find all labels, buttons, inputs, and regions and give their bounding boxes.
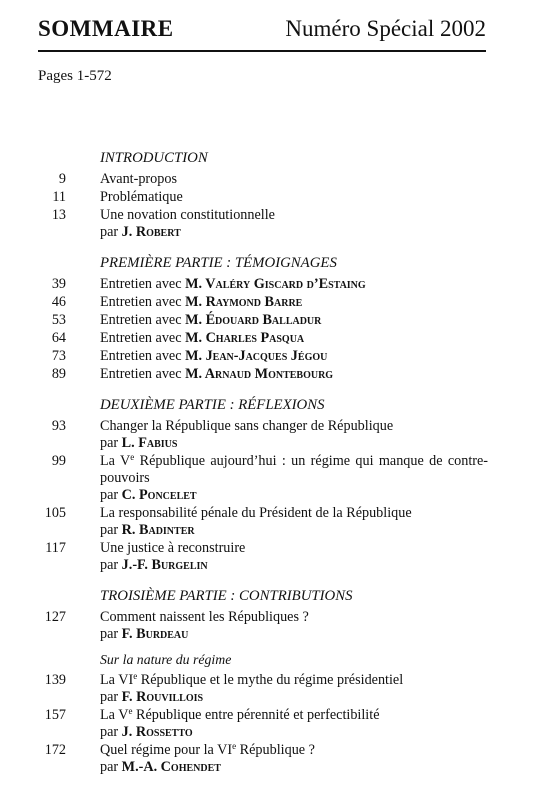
toc-entry[interactable]: [38, 418, 488, 452]
issue-label: Numéro Spécial 2002: [285, 16, 486, 41]
page-number: 93: [51, 418, 66, 434]
entry-body: [100, 348, 488, 365]
interviewee-name: M. Valéry Giscard d’Estaing: [185, 276, 366, 292]
toc-entry[interactable]: [38, 707, 488, 741]
page-number: 9: [58, 171, 66, 187]
toc-section: [38, 397, 488, 574]
entry-author: par F. Rouvillois: [100, 689, 204, 705]
page-number: 39: [51, 276, 66, 292]
entry-title: Quel régime pour la VIe République ?: [100, 741, 315, 758]
toc-section: [38, 588, 488, 643]
toc-entry[interactable]: [38, 742, 488, 776]
entry-author: par J. Rossetto: [100, 724, 193, 740]
page-number: 53: [51, 312, 66, 328]
page-number: 99: [51, 453, 66, 469]
table-of-contents: [38, 150, 488, 777]
entry-title: Entretien avec M. Raymond Barre: [100, 294, 303, 310]
entry-title: Une novation constitutionnelle: [100, 207, 275, 223]
entry-body: [100, 171, 488, 188]
page-number: 64: [51, 330, 66, 346]
entry-body: [100, 330, 488, 347]
toc-section: [38, 651, 488, 776]
entry-title: Entretien avec M. Édouard Balladur: [100, 312, 322, 328]
page-number: 89: [51, 366, 66, 382]
entry-author: par R. Badinter: [100, 522, 195, 538]
entry-body: [100, 418, 488, 452]
entry-author: par L. Fabius: [100, 435, 178, 451]
toc-entry[interactable]: [38, 453, 488, 504]
toc-entry[interactable]: [38, 189, 488, 206]
section-title: INTRODUCTION: [100, 150, 208, 166]
entry-title: La Ve République entre pérennité et perfectibilité: [100, 706, 380, 723]
entry-author: par F. Burdeau: [100, 626, 189, 642]
page-title: SOMMAIRE: [38, 16, 174, 41]
pages-range: Pages 1-572: [38, 68, 112, 84]
interviewee-name: M. Jean-Jacques Jégou: [185, 348, 328, 364]
toc-entry[interactable]: [38, 312, 488, 329]
header-rule: [38, 50, 486, 52]
page-number: 46: [51, 294, 66, 310]
toc-entry[interactable]: [38, 294, 488, 311]
entry-body: [100, 707, 488, 741]
entry-body: [100, 505, 488, 539]
interviewee-name: M. Édouard Balladur: [185, 312, 322, 328]
toc-entry[interactable]: [38, 171, 488, 188]
entry-body: [100, 207, 488, 241]
page-number: 117: [45, 540, 66, 556]
section-title: PREMIÈRE PARTIE : TÉMOIGNAGES: [100, 255, 337, 271]
author-name: L. Fabius: [121, 435, 178, 451]
entry-body: [100, 312, 488, 329]
author-name: F. Rouvillois: [121, 689, 204, 705]
author-name: R. Badinter: [121, 522, 195, 538]
page-header: [38, 16, 486, 46]
entry-body: [100, 540, 488, 574]
entry-title: Comment naissent les Républiques ?: [100, 609, 309, 625]
entry-title: Changer la République sans changer de République: [100, 418, 394, 434]
toc-entry[interactable]: [38, 207, 488, 241]
entry-title: Entretien avec M. Valéry Giscard d’Estaing: [100, 276, 366, 292]
page-number: 157: [44, 707, 66, 723]
page-number: 127: [44, 609, 66, 625]
page-number: 73: [51, 348, 66, 364]
author-name: J.-F. Burgelin: [121, 557, 208, 573]
entry-body: [100, 672, 488, 706]
toc-section: [38, 255, 488, 383]
toc-section: [38, 150, 488, 241]
page-number: 13: [51, 207, 66, 223]
author-name: J. Rossetto: [121, 724, 193, 740]
section-subtitle: Sur la nature du régime: [100, 652, 232, 667]
toc-entry[interactable]: [38, 348, 488, 365]
author-name: M.-A. Cohendet: [121, 759, 221, 775]
entry-title: Entretien avec M. Jean-Jacques Jégou: [100, 348, 328, 364]
entry-body: [100, 609, 488, 643]
entry-body: [100, 453, 488, 504]
toc-entry[interactable]: [38, 609, 488, 643]
entry-author: par J.-F. Burgelin: [100, 557, 208, 573]
entry-author: par C. Poncelet: [100, 487, 197, 503]
interviewee-name: M. Charles Pasqua: [185, 330, 305, 346]
toc-entry[interactable]: [38, 505, 488, 539]
toc-entry[interactable]: [38, 540, 488, 574]
toc-entry[interactable]: [38, 672, 488, 706]
entry-title: La Ve République aujourd’hui : un régime qui manque de contre-pouvoirs: [100, 452, 489, 486]
author-name: F. Burdeau: [121, 626, 189, 642]
entry-title: Avant-propos: [100, 171, 177, 187]
section-title: TROISIÈME PARTIE : CONTRIBUTIONS: [100, 588, 353, 604]
author-name: C. Poncelet: [121, 487, 197, 503]
toc-entry[interactable]: [38, 330, 488, 347]
entry-body: [100, 189, 488, 206]
toc-entry[interactable]: [38, 366, 488, 383]
entry-author: par J. Robert: [100, 224, 181, 240]
toc-entry[interactable]: [38, 276, 488, 293]
entry-body: [100, 742, 488, 776]
entry-title: Une justice à reconstruire: [100, 540, 246, 556]
page-number: 139: [44, 672, 66, 688]
entry-title: Entretien avec M. Charles Pasqua: [100, 330, 305, 346]
author-name: J. Robert: [121, 224, 181, 240]
entry-title: Entretien avec M. Arnaud Montebourg: [100, 366, 334, 382]
page-number: 11: [52, 189, 66, 205]
interviewee-name: M. Raymond Barre: [185, 294, 303, 310]
entry-title: La VIe République et le mythe du régime présidentiel: [100, 671, 404, 688]
interviewee-name: M. Arnaud Montebourg: [185, 366, 334, 382]
entry-author: par M.-A. Cohendet: [100, 759, 221, 775]
section-title: DEUXIÈME PARTIE : RÉFLEXIONS: [100, 397, 325, 413]
entry-body: [100, 366, 488, 383]
page-number: 172: [44, 742, 66, 758]
entry-title: Problématique: [100, 189, 183, 205]
entry-body: [100, 294, 488, 311]
entry-body: [100, 276, 488, 293]
entry-title: La responsabilité pénale du Président de la République: [100, 505, 412, 521]
page-number: 105: [44, 505, 66, 521]
